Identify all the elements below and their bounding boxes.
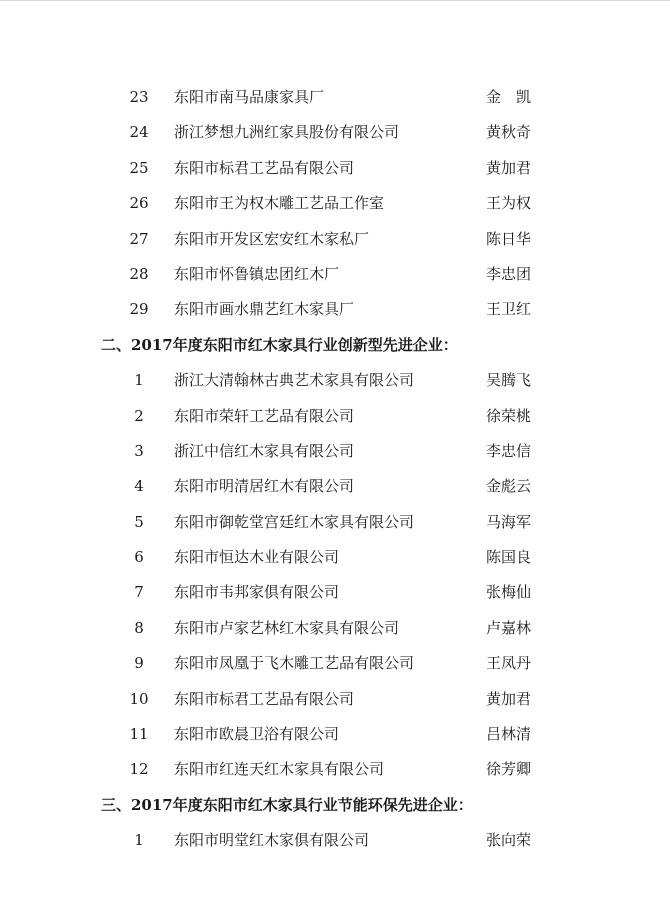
company-name: 东阳市南马品康家具厂: [174, 88, 325, 106]
item-number: 9: [134, 654, 144, 673]
representative-name: 张梅仙: [486, 583, 532, 602]
list-item: [0, 682, 670, 717]
list-item: [0, 646, 670, 681]
list-item: [0, 611, 670, 646]
representative-name: 金彪云: [486, 477, 532, 496]
company-name: 东阳市红连天红木家具有限公司: [174, 760, 385, 779]
company-name: 浙江中信红木家具有限公司: [174, 441, 355, 460]
list-item: [0, 186, 670, 221]
item-number: 11: [129, 725, 149, 744]
list-item: [0, 151, 670, 186]
item-number: 27: [129, 229, 149, 248]
company-name: 东阳市卢家艺林红木家具有限公司: [174, 618, 400, 637]
item-number: 1: [134, 831, 144, 850]
section-energy-saving: [0, 788, 670, 859]
company-name: 东阳市欧晨卫浴有限公司: [174, 725, 340, 744]
list-item: [0, 257, 670, 292]
item-number: 1: [134, 371, 144, 390]
item-number: 7: [134, 583, 144, 602]
item-number: 26: [129, 194, 149, 213]
document-body: [0, 80, 670, 859]
list-item: [0, 575, 670, 610]
item-number: 4: [134, 477, 144, 496]
company-name: 东阳市荣轩工艺品有限公司: [174, 406, 355, 425]
representative-name: 徐荣桃: [486, 406, 532, 425]
representative-name: 王为权: [486, 194, 532, 213]
representative-name: 张向荣: [486, 831, 532, 850]
item-number: 10: [129, 689, 149, 708]
list-item: [0, 540, 670, 575]
company-name: 东阳市韦邦家俱有限公司: [174, 583, 340, 602]
list-item: [0, 505, 670, 540]
representative-name: 金 凯: [486, 88, 532, 106]
item-number: 29: [129, 300, 149, 319]
company-name: 东阳市标君工艺品有限公司: [174, 689, 355, 708]
representative-name: 吕林清: [486, 725, 532, 744]
item-number: 2: [134, 406, 144, 425]
company-name: 东阳市明堂红木家俱有限公司: [174, 831, 370, 850]
item-number: 25: [129, 158, 149, 177]
company-name: 浙江大清翰林古典艺术家具有限公司: [174, 371, 415, 390]
item-number: 6: [134, 548, 144, 567]
company-name: 东阳市恒达木业有限公司: [174, 548, 340, 567]
list-item: [0, 222, 670, 257]
list-item: [0, 115, 670, 150]
company-name: 东阳市王为权木雕工艺品工作室: [174, 194, 385, 213]
representative-name: 吴腾飞: [486, 371, 532, 390]
company-name: 东阳市怀鲁镇忠团红木厂: [174, 264, 340, 283]
representative-name: 黄加君: [486, 158, 532, 177]
list-item: [0, 434, 670, 469]
page-top-border: [0, 0, 670, 1]
company-name: 东阳市凤凰于飞木雕工艺品有限公司: [174, 654, 415, 673]
representative-name: 李忠团: [486, 264, 532, 283]
representative-name: 马海军: [486, 512, 532, 531]
representative-name: 卢嘉林: [486, 618, 532, 637]
section-heading: 三、2017年度东阳市红木家具行业节能环保先进企业：: [101, 795, 473, 814]
list-item: [0, 80, 670, 115]
section-continued-list: [0, 80, 670, 328]
list-item: [0, 717, 670, 752]
section-heading: 二、2017年度东阳市红木家具行业创新型先进企业：: [101, 335, 458, 354]
item-number: 23: [129, 88, 149, 106]
company-name: 浙江梦想九洲红家具股份有限公司: [174, 123, 400, 142]
item-number: 24: [129, 123, 149, 142]
list-item: [0, 292, 670, 327]
item-number: 28: [129, 264, 149, 283]
company-name: 东阳市画水鼎艺红木家具厂: [174, 300, 355, 319]
representative-name: 李忠信: [486, 441, 532, 460]
list-item: [0, 363, 670, 398]
company-name: 东阳市明清居红木有限公司: [174, 477, 355, 496]
item-number: 5: [134, 512, 144, 531]
list-item: [0, 469, 670, 504]
representative-name: 王卫红: [486, 300, 532, 319]
item-number: 12: [129, 760, 149, 779]
section-innovation: [0, 328, 670, 788]
representative-name: 黄加君: [486, 689, 532, 708]
company-name: 东阳市开发区宏安红木家私厂: [174, 229, 370, 248]
item-number: 3: [134, 441, 144, 460]
representative-name: 徐芳卿: [486, 760, 532, 779]
company-name: 东阳市御乾堂宫廷红木家具有限公司: [174, 512, 415, 531]
representative-name: 王凤丹: [486, 654, 532, 673]
representative-name: 陈国良: [486, 548, 532, 567]
company-name: 东阳市标君工艺品有限公司: [174, 158, 355, 177]
list-item: [0, 399, 670, 434]
item-number: 8: [134, 618, 144, 637]
list-item: [0, 752, 670, 787]
representative-name: 黄秋奇: [486, 123, 532, 142]
representative-name: 陈日华: [486, 229, 532, 248]
list-item: [0, 823, 670, 858]
